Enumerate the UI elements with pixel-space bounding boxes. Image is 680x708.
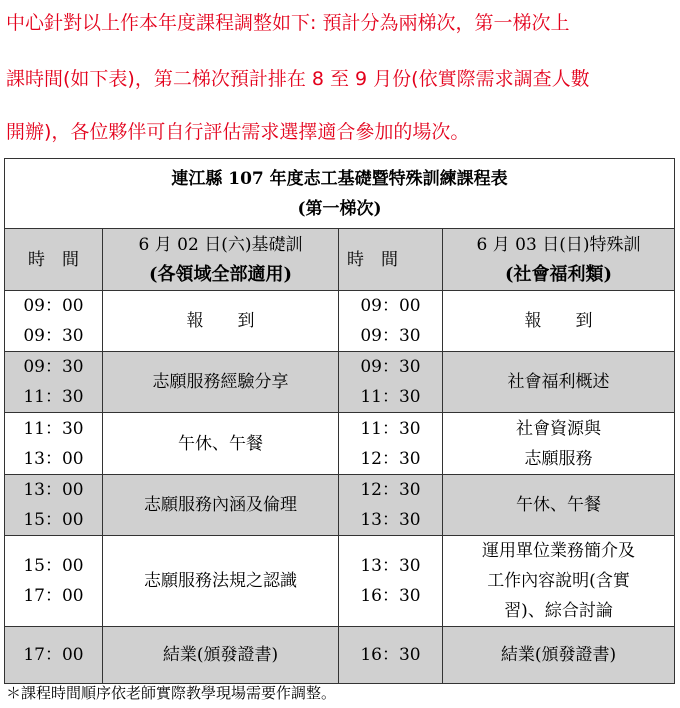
header-day2-scope: (社會福利類) — [504, 263, 613, 285]
header-day1-date: 6 月 02 日(六)基礎訓 — [138, 234, 303, 255]
table-header-row — [5, 229, 675, 291]
time-start: 11：30 — [360, 418, 421, 439]
intro-line-3: 開辦)，各位夥伴可自行評估需求選擇適合參加的場次。 — [6, 121, 470, 143]
time-cell-day2 — [339, 627, 443, 684]
activity-line: 報 到 — [524, 311, 593, 331]
activity-line: 工作內容說明(含實 — [487, 571, 630, 591]
time-end: 13：00 — [23, 448, 84, 469]
time-cell-day2 — [339, 475, 443, 536]
activity-line: 社會福利概述 — [507, 372, 610, 392]
header-day2-date: 6 月 03 日(日)特殊訓 — [476, 234, 641, 255]
activity-day1: 午休、午餐 — [103, 413, 339, 475]
time-end: 09：30 — [360, 326, 421, 346]
activity-day1: 志願服務法規之認識 — [103, 536, 339, 627]
header-day1-scope: (各領域全部適用) — [148, 263, 293, 285]
table-row — [5, 413, 675, 475]
time-cell-day1 — [5, 291, 103, 352]
footnote: ＊課程時間順序依老師實際教學現場需要作調整。 — [6, 684, 337, 702]
activity-day1: 志願服務經驗分享 — [103, 352, 339, 413]
activity-line: 運用單位業務簡介及 — [482, 541, 635, 561]
intro-line-1: 中心針對以上作本年度課程調整如下: 預計分為兩梯次，第一梯次上 — [6, 12, 570, 34]
activity-line: 志願服務 — [524, 448, 593, 469]
table-row — [5, 475, 675, 536]
time-start: 13：00 — [23, 480, 84, 500]
activity-line: 結業(頒發證書) — [500, 645, 617, 665]
time-start: 16：30 — [360, 645, 421, 665]
time-start: 13：30 — [360, 556, 421, 576]
table-row — [5, 536, 675, 627]
time-cell-day2 — [339, 536, 443, 627]
header-time-right: 時 間 — [339, 229, 443, 291]
time-cell-day2 — [339, 291, 443, 352]
activity-line: 習)、綜合討論 — [504, 601, 613, 621]
table-row — [5, 291, 675, 352]
table-row — [5, 627, 675, 684]
time-end: 15：00 — [23, 510, 84, 530]
activity-day1: 結業(頒發證書) — [103, 627, 339, 684]
time-start: 12：30 — [360, 480, 421, 500]
header-day2 — [443, 229, 675, 291]
time-end: 11：30 — [23, 387, 84, 407]
header-day1 — [103, 229, 339, 291]
activity-day2 — [443, 475, 675, 536]
activity-day2 — [443, 413, 675, 475]
time-cell-day1 — [5, 627, 103, 684]
time-start: 15：00 — [23, 556, 84, 576]
activity-line: 午休、午餐 — [516, 495, 601, 515]
time-cell-day1 — [5, 536, 103, 627]
time-start: 09：00 — [360, 296, 421, 316]
table-title-sub: (第一梯次) — [297, 198, 382, 219]
table-title-main: 連江縣 107 年度志工基礎暨特殊訓練課程表 — [171, 168, 508, 189]
time-end: 16：30 — [360, 586, 421, 606]
activity-day2 — [443, 536, 675, 627]
schedule-table — [4, 158, 675, 684]
time-end: 17：00 — [23, 586, 84, 606]
time-start: 09：00 — [23, 296, 84, 316]
activity-day2 — [443, 627, 675, 684]
activity-day1: 報 到 — [103, 291, 339, 352]
time-start: 09：30 — [360, 357, 421, 377]
time-start: 11：30 — [23, 418, 84, 439]
time-end: 13：30 — [360, 510, 421, 530]
intro-line-2: 課時間(如下表)，第二梯次預計排在 8 至 9 月份(依實際需求調查人數 — [6, 68, 590, 90]
table-row — [5, 352, 675, 413]
time-cell-day1 — [5, 413, 103, 475]
time-start: 09：30 — [23, 357, 84, 377]
time-cell-day1 — [5, 352, 103, 413]
header-time-left: 時 間 — [5, 229, 103, 291]
time-cell-day2 — [339, 413, 443, 475]
activity-day1: 志願服務內涵及倫理 — [103, 475, 339, 536]
time-cell-day2 — [339, 352, 443, 413]
time-start: 17：00 — [23, 645, 84, 665]
time-end: 09：30 — [23, 326, 84, 346]
activity-line: 社會資源與 — [516, 418, 601, 439]
table-title — [5, 159, 675, 229]
time-end: 11：30 — [360, 387, 421, 407]
activity-day2 — [443, 291, 675, 352]
activity-day2 — [443, 352, 675, 413]
time-end: 12：30 — [360, 448, 421, 469]
time-cell-day1 — [5, 475, 103, 536]
